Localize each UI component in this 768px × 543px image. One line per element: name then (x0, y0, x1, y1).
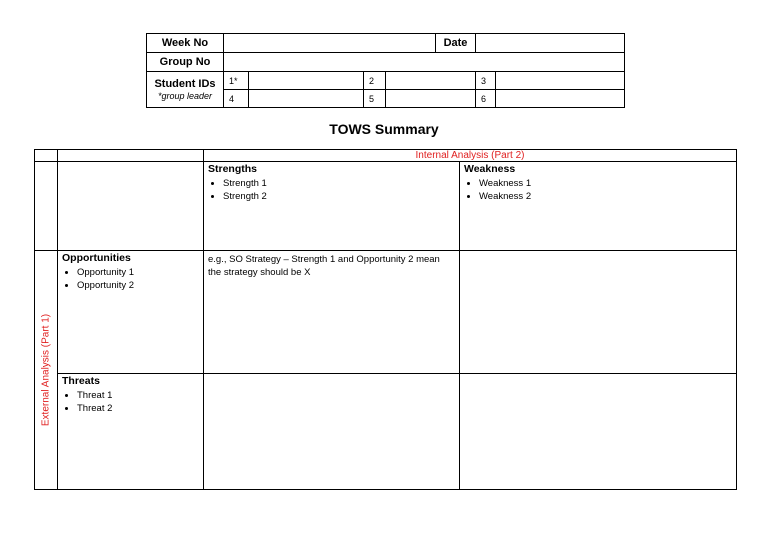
strengths-list (204, 177, 459, 203)
threats-heading: Threats (62, 375, 100, 387)
so-strategy-example: e.g., SO Strategy – Strength 1 and Opportunity 2 mean the strategy should be X (208, 254, 440, 278)
student-slot-6: 6 (476, 90, 496, 108)
weakness-heading: Weakness (464, 163, 516, 175)
week-no-label: Week No (147, 34, 224, 53)
student-id-field-3[interactable] (496, 72, 625, 90)
external-analysis-cell (35, 251, 58, 490)
group-no-label: Group No (147, 53, 224, 72)
student-slot-3: 3 (476, 72, 496, 90)
student-slot-4: 4 (224, 90, 249, 108)
so-strategy-cell[interactable] (204, 251, 460, 374)
corner-cell-a (35, 150, 58, 162)
wt-strategy-cell[interactable] (460, 374, 737, 490)
list-item: • Strength 2 (223, 190, 459, 203)
student-id-field-6[interactable] (496, 90, 625, 108)
blank-corner-cell (58, 162, 204, 251)
strengths-heading: Strengths (208, 163, 258, 175)
student-id-field-5[interactable] (386, 90, 476, 108)
wo-strategy-cell[interactable] (460, 251, 737, 374)
list-item: • Threat 2 (77, 402, 203, 415)
page-title: TOWS Summary (329, 121, 439, 137)
student-ids-text: Student IDs (154, 78, 216, 90)
list-item: • Threat 1 (77, 389, 203, 402)
weakness-list (460, 177, 736, 203)
student-slot-1: 1* (224, 72, 249, 90)
date-label: Date (436, 34, 476, 53)
group-leader-note: *group leader (157, 91, 213, 101)
threats-list (58, 389, 203, 415)
student-ids-label (147, 72, 224, 108)
list-item: • Weakness 1 (479, 177, 736, 190)
student-id-field-1[interactable] (249, 72, 364, 90)
list-item: • Opportunity 1 (77, 266, 203, 279)
corner-cell-b (58, 150, 204, 162)
strengths-cell[interactable] (204, 162, 460, 251)
external-analysis-header: External Analysis (Part 1) (40, 313, 52, 427)
student-slot-2: 2 (364, 72, 386, 90)
group-info-table (146, 33, 625, 108)
week-no-field[interactable] (224, 34, 436, 53)
student-id-field-4[interactable] (249, 90, 364, 108)
weakness-cell[interactable] (460, 162, 737, 251)
list-item: • Weakness 2 (479, 190, 736, 203)
date-field[interactable] (476, 34, 625, 53)
student-slot-5: 5 (364, 90, 386, 108)
list-item: • Opportunity 2 (77, 279, 203, 292)
opportunities-list (58, 266, 203, 292)
opportunities-cell[interactable] (58, 251, 204, 374)
group-no-field[interactable] (224, 53, 625, 72)
tows-table (34, 149, 737, 490)
list-item: • Strength 1 (223, 177, 459, 190)
student-id-field-2[interactable] (386, 72, 476, 90)
internal-analysis-header: Internal Analysis (Part 2) (204, 150, 737, 162)
st-strategy-cell[interactable] (204, 374, 460, 490)
blank-label-cell (35, 162, 58, 251)
opportunities-heading: Opportunities (62, 252, 131, 264)
threats-cell[interactable] (58, 374, 204, 490)
